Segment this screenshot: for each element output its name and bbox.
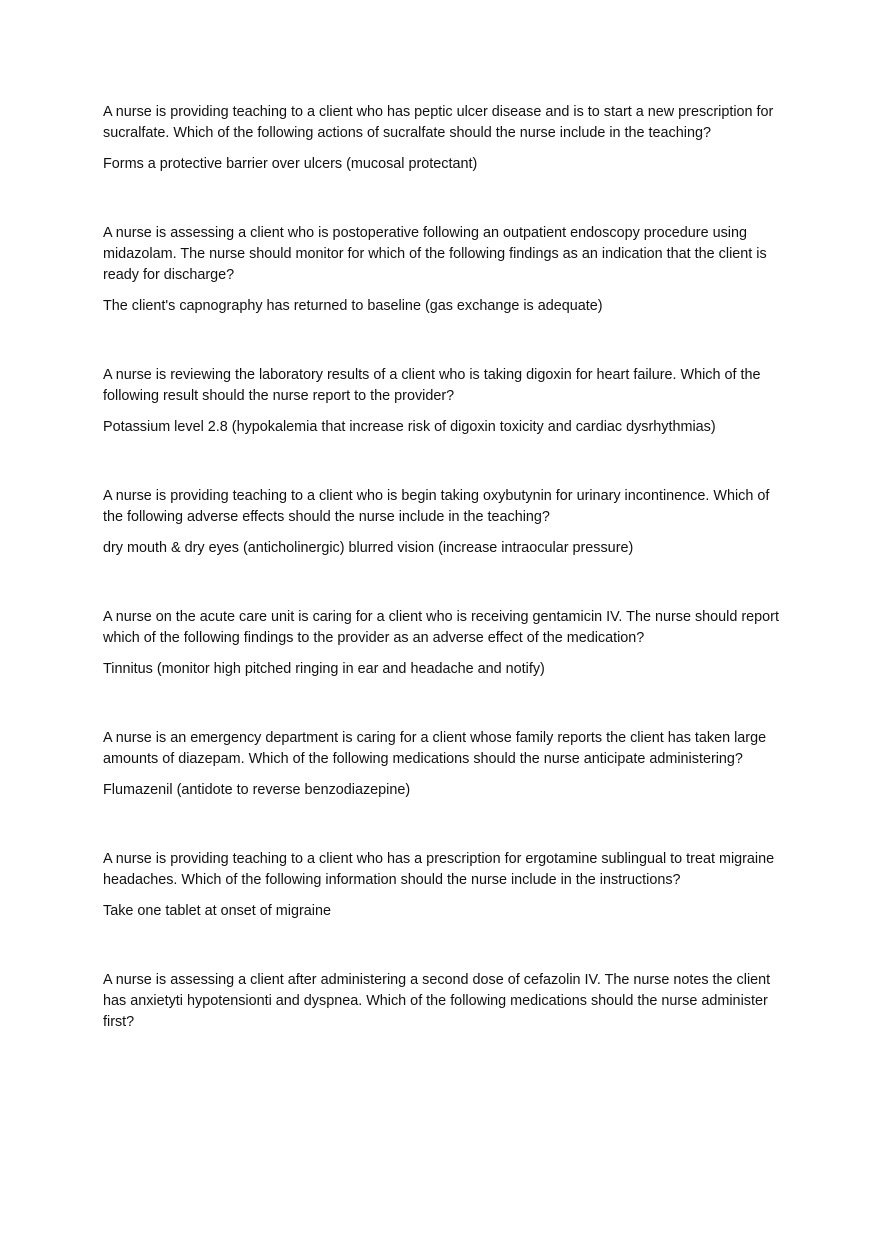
answer-text: Take one tablet at onset of migraine bbox=[103, 903, 331, 919]
answer-text: Tinnitus (monitor high pitched ringing in ear and headache and notify) bbox=[103, 661, 545, 677]
question-text: A nurse is an emergency department is caring for a client whose family reports the client has taken large amounts of diazepam. Which of the following medications should the nurse anticipate administering? bbox=[103, 730, 767, 767]
question-text: A nurse is reviewing the laboratory results of a client who is taking digoxin for heart failure. Which of the following result should the nurse report to the provider? bbox=[103, 367, 761, 404]
qa-item bbox=[103, 102, 787, 175]
qa-item bbox=[103, 607, 787, 680]
document-content bbox=[103, 102, 787, 1081]
question-text: A nurse is providing teaching to a client who has peptic ulcer disease and is to start a new prescription for sucralfate. Which of the following actions of sucralfate should the nurse include in the teaching? bbox=[103, 104, 774, 141]
question-text: A nurse is providing teaching to a client who has a prescription for ergotamine sublingual to treat migraine headaches. Which of the following information should the nurse include in the instructions? bbox=[103, 851, 775, 888]
question-text: A nurse on the acute care unit is caring for a client who is receiving gentamicin IV. The nurse should report which of the following findings to the provider as an adverse effect of the medication? bbox=[103, 609, 779, 646]
qa-item bbox=[103, 223, 787, 317]
qa-item bbox=[103, 728, 787, 801]
question-text: A nurse is assessing a client after administering a second dose of cefazolin IV. The nurse notes the client has anxietyti hypotensionti and dyspnea. Which of the following medications should the nurse administer first? bbox=[103, 972, 771, 1030]
answer-text: Forms a protective barrier over ulcers (mucosal protectant) bbox=[103, 156, 478, 172]
qa-item bbox=[103, 849, 787, 922]
question-text: A nurse is assessing a client who is postoperative following an outpatient endoscopy procedure using midazolam. The nurse should monitor for which of the following findings as an indication that the client is ready for discharge? bbox=[103, 225, 767, 283]
qa-item bbox=[103, 970, 787, 1033]
answer-text: Potassium level 2.8 (hypokalemia that increase risk of digoxin toxicity and cardiac dysrhythmias) bbox=[103, 419, 716, 435]
qa-item bbox=[103, 486, 787, 559]
answer-text: Flumazenil (antidote to reverse benzodiazepine) bbox=[103, 782, 411, 798]
answer-text: The client's capnography has returned to baseline (gas exchange is adequate) bbox=[103, 298, 603, 314]
qa-item bbox=[103, 365, 787, 438]
answer-text: dry mouth & dry eyes (anticholinergic) blurred vision (increase intraocular pressure) bbox=[103, 540, 634, 556]
question-text: A nurse is providing teaching to a client who is begin taking oxybutynin for urinary incontinence. Which of the following adverse effects should the nurse include in the teaching? bbox=[103, 488, 770, 525]
